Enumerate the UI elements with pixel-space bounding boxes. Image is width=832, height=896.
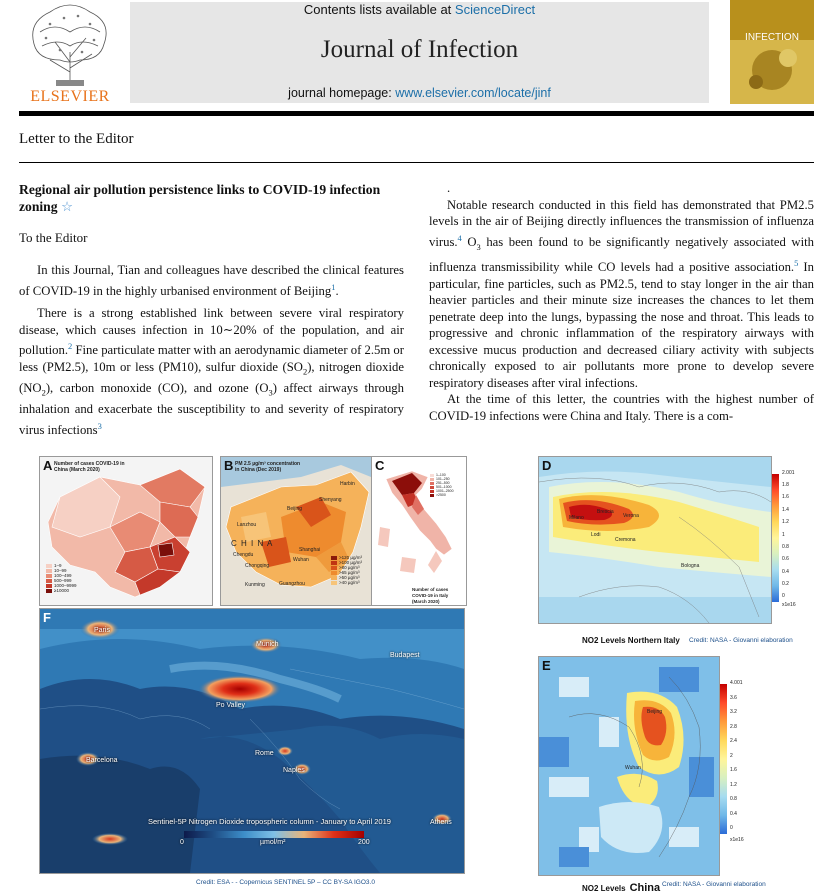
legend-item: 101–250: [430, 477, 454, 481]
panel-a-title: Number of cases COVID-19 in China (March 2020): [54, 461, 125, 473]
colorbar-tick: 2.8: [730, 724, 737, 730]
colorbar-tick: 3.2: [730, 709, 737, 715]
colorbar-tick: 1.2: [782, 519, 789, 525]
panel-e-colorbar-ticks: [730, 680, 760, 850]
city-label: Brescia: [597, 509, 614, 515]
panel-d-colorbar-ticks: [782, 470, 812, 610]
city-label: Lodi: [591, 532, 601, 538]
city-label: Budapest: [390, 652, 420, 659]
section-label: Letter to the Editor: [19, 131, 134, 147]
colorbar-tick: 1.6: [730, 767, 737, 773]
colorbar-tick: 1.8: [782, 482, 789, 488]
city-label: Cremona: [615, 537, 636, 543]
colorbar-tick: 1.4: [782, 507, 789, 513]
colorbar-tick: 4.001: [730, 680, 743, 686]
colorbar-tick: 0.4: [730, 811, 737, 817]
legend-item: 10–99: [46, 568, 77, 573]
panel-b-title: PM 2.5 µg/m³ concentration in China (Dec 2019): [235, 461, 301, 473]
panel-e-no2-china: [524, 656, 814, 894]
colorbar-tick: 2.001: [782, 470, 795, 476]
city-label: Po Valley: [216, 702, 246, 709]
city-label: Shenyang: [319, 497, 342, 503]
section-rule: [19, 162, 814, 163]
panel-d-caption: NO2 Levels Northern Italy: [582, 636, 680, 645]
legend-item: 1000–9999: [46, 583, 77, 588]
city-label: Chengdu: [233, 552, 254, 558]
contents-prefix: Contents lists available at: [303, 2, 452, 17]
colorbar-tick: 0.8: [782, 544, 789, 550]
paragraph: At the time of this letter, the countries with the highest number of COVID-19 infections were China and Italy. There is a com-: [429, 392, 814, 423]
body-column-left: [19, 262, 404, 438]
city-label: Athens: [430, 819, 452, 826]
homepage-line: [130, 86, 709, 100]
panel-b-pm25-map: [220, 456, 372, 606]
colorbar-max: 200: [358, 839, 370, 846]
colorbar-unit: µmol/m²: [260, 839, 286, 846]
colorbar-tick: 3.6: [730, 695, 737, 701]
homepage-prefix: journal homepage:: [288, 86, 392, 100]
panel-b-country: C H I N A: [231, 539, 274, 548]
city-label: Rome: [255, 750, 274, 757]
legend-item: 100–499: [46, 573, 77, 578]
city-label: Shanghai: [299, 547, 321, 553]
legend-item: >65 µg/m³: [331, 570, 362, 575]
panel-e-caption-prefix: NO2 Levels: [582, 884, 626, 893]
colorbar-tick: 2: [730, 753, 733, 759]
panel-a-china-cases-map: [39, 456, 213, 606]
article-title-text: Regional air pollution persistence links to COVID-19 infection zoning: [19, 182, 381, 214]
journal-title: Journal of Infection: [320, 36, 519, 63]
panel-b-legend: [331, 555, 362, 585]
city-label: Milano: [569, 515, 584, 521]
colorbar-tick: 2.4: [730, 738, 737, 744]
city-label: Beijing: [647, 709, 663, 715]
panel-c-italy-cases-map: [371, 456, 467, 606]
city-label: Harbin: [340, 481, 355, 487]
city-label: Lanzhou: [237, 522, 257, 528]
paragraph: In this Journal, Tian and colleagues have described the clinical features of COVID-19 in the highly urbanised environment of Beijing$^1$.: [19, 263, 404, 298]
colorbar-tick: 1.6: [782, 494, 789, 500]
publisher-name: ELSEVIER: [30, 88, 110, 105]
legend-item: 251–500: [430, 481, 454, 485]
panel-b-label: B: [224, 458, 234, 473]
legend-item: >100 µg/m³: [331, 560, 362, 565]
panel-f-colorbar: [184, 831, 364, 838]
panel-d-colorbar: [772, 474, 779, 602]
panel-f-credit: Credit: ESA - - Copernicus SENTINEL 5P – CC BY-SA IGO3.0: [196, 879, 375, 886]
legend-item: >120 µg/m³: [331, 555, 362, 560]
city-label: Munich: [256, 641, 279, 648]
panel-c-legend: [430, 473, 454, 497]
legend-item: 1001–2500: [430, 489, 454, 493]
panel-d-label: D: [542, 458, 552, 473]
paragraph: There is a strong established link between severe viral respiratory disease, which causes infection in 10∼20% of the population, and air pollution.$^2$ Fine particulate matter with an aerodynamic diameter of 2.5m or less (PM2.5), 10m or less (PM10), sulfur dioxide $(SO_2)$, nitrogen dioxide $(NO_2)$, carbon monoxide (CO), and ozone $(O_3)$ affect airways through inhalation and exacerbate the susceptibility to and severity of respiratory virus infections$^3$: [19, 306, 404, 437]
legend-item: >40 µg/m³: [331, 580, 362, 585]
panel-e-credit: Credit: NASA - Giovanni elaboration: [662, 881, 766, 888]
panel-e-caption-country: China: [629, 882, 661, 894]
panel-e-colorbar: [720, 684, 727, 834]
legend-item: 500–999: [46, 578, 77, 583]
panel-d-no2-northern-italy: [524, 456, 814, 648]
city-label: Wuhan: [293, 557, 309, 563]
legend-item: >80 µg/m³: [331, 565, 362, 570]
city-label: Chongqing: [245, 563, 270, 569]
homepage-link[interactable]: www.elsevier.com/locate/jinf: [395, 86, 551, 100]
legend-item: >2500: [430, 493, 454, 497]
legend-item: >50 µg/m³: [331, 575, 362, 580]
legend-item: 1–9: [46, 563, 77, 568]
paragraph: Notable research conducted in this field has demonstrated that PM2.5 levels in the air of Beijing directly influences the transmission of influenza virus.$^4$ $O_3$ has been found to be significantly negatively associated with influenza transmissibility while CO levels had a positive association.$^5$ In particular, fine particles, such as PM2.5, tend to stay longer in the air than heavier particles and their minute size increases the chances to let them penetrate deep into the lungs, bypassing the nose and throat. This leads to progressive and chronic inflammation of the respiratory airways with excessive mucus production and decreased ciliary activity with subjects chronically exposed to air pollutants more prone to develop severe respiratory diseases after viral infections.: [429, 197, 814, 390]
colorbar-tick: 0: [782, 593, 785, 599]
city-label: Kunming: [245, 582, 265, 588]
paragraph: .: [447, 181, 451, 195]
colorbar-tick: 0: [730, 825, 733, 831]
panel-f-label: F: [43, 610, 51, 625]
panel-f-colorbar-title: Sentinel-5P Nitrogen Dioxide tropospheric column - January to April 2019: [148, 817, 391, 826]
colorbar-tick: 0.2: [782, 581, 789, 587]
colorbar-tick: 1: [782, 532, 785, 538]
city-label: Barcelona: [86, 757, 118, 764]
sciencedirect-link[interactable]: ScienceDirect: [454, 2, 536, 17]
journal-cover-image: [730, 0, 814, 104]
panel-d-map: [538, 456, 772, 624]
colorbar-exponent: x1e16: [782, 602, 796, 608]
colorbar-tick: 0.4: [782, 569, 789, 575]
legend-item: 1–100: [430, 473, 454, 477]
city-label: Beijing: [287, 506, 303, 512]
panel-a-legend: [46, 563, 77, 593]
title-footnote-star-icon[interactable]: ☆: [60, 199, 74, 214]
legend-item: 501–1000: [430, 485, 454, 489]
city-label: Naples: [283, 767, 305, 774]
article-title: [19, 181, 404, 215]
colorbar-tick: 1.2: [730, 782, 737, 788]
panel-f-sentinel-no2-europe: [39, 608, 465, 874]
header-rule: [19, 111, 814, 116]
panel-d-credit: Credit: NASA - Giovanni elaboration: [689, 637, 793, 644]
panel-e-map: [538, 656, 720, 876]
colorbar-min: 0: [180, 839, 184, 846]
city-label: Wuhan: [625, 765, 641, 771]
city-label: Verona: [623, 513, 639, 519]
panel-e-label: E: [542, 658, 551, 673]
panel-c-legend-title: Number of cases COVID-19 in Italy (March 2020): [412, 587, 449, 604]
colorbar-tick: 0.8: [730, 796, 737, 802]
body-column-right: [429, 180, 814, 424]
colorbar-exponent: x1e16: [730, 837, 744, 843]
city-label: Bologna: [681, 563, 700, 569]
legend-item: ≥10000: [46, 588, 77, 593]
salutation: To the Editor: [19, 230, 88, 245]
colorbar-tick: 0.6: [782, 556, 789, 562]
cover-title: INFECTION: [745, 32, 799, 43]
city-label: Paris: [94, 627, 110, 634]
city-label: Guangzhou: [279, 581, 305, 587]
panel-c-label: C: [375, 458, 385, 473]
contents-line: [130, 2, 709, 17]
panel-e-caption: [582, 878, 660, 896]
panel-a-label: A: [43, 458, 53, 473]
